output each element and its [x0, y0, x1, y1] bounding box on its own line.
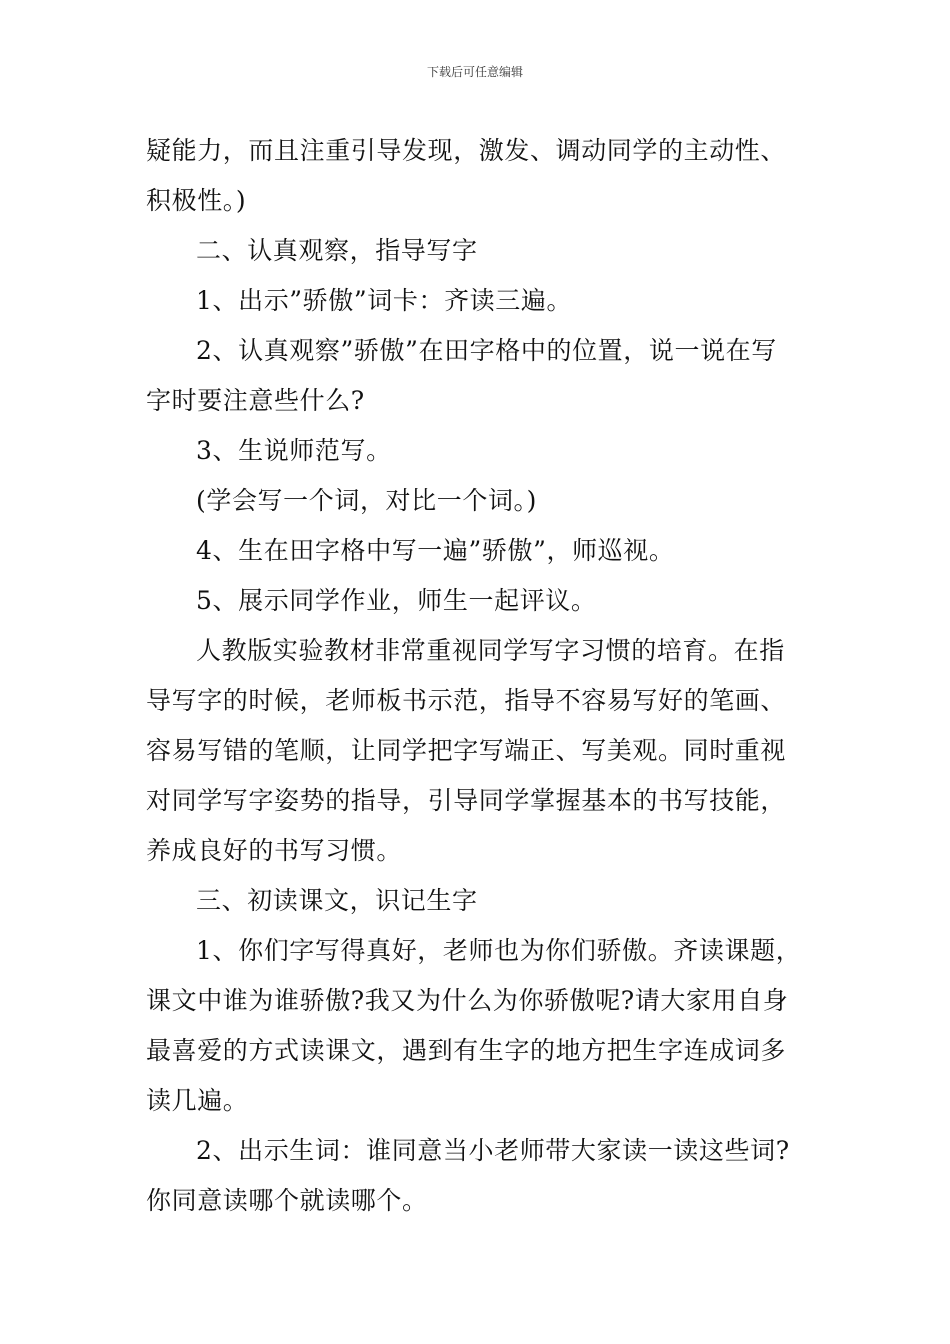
text-line: (学会写一个词，对比一个词。)	[196, 486, 538, 515]
text-line: 读几遍。	[146, 1086, 249, 1115]
text-line: 疑能力，而且注重引导发现，激发、调动同学的主动性、	[146, 136, 787, 165]
text-line: 容易写错的笔顺，让同学把字写端正、写美观。同时重视	[146, 736, 787, 765]
text-line: 4、生在田字格中写一遍”骄傲”，师巡视。	[196, 536, 675, 565]
text-line: 人教版实验教材非常重视同学写字习惯的培育。在指	[196, 636, 785, 665]
text-line: 导写字的时候，老师板书示范，指导不容易写好的笔画、	[146, 686, 787, 715]
text-line: 1、出示”骄傲”词卡：齐读三遍。	[196, 286, 573, 315]
document-body	[146, 126, 810, 1226]
text-line: 课文中谁为谁骄傲?我又为什么为你骄傲呢?请大家用自身	[146, 986, 789, 1015]
text-line: 积极性。)	[146, 186, 247, 215]
page-header: 下载后可任意编辑	[426, 65, 523, 79]
text-line: 2、出示生词：谁同意当小老师带大家读一读这些词?	[196, 1136, 790, 1165]
text-line: 字时要注意些什么?	[146, 386, 365, 415]
text-line: 3、生说师范写。	[196, 436, 392, 465]
section-heading: 三、初读课文，识记生字	[196, 886, 478, 915]
text-line: 养成良好的书写习惯。	[146, 836, 403, 865]
text-line: 最喜爱的方式读课文，遇到有生字的地方把生字连成词多	[146, 1036, 787, 1065]
text-line: 2、认真观察”骄傲”在田字格中的位置，说一说在写	[196, 336, 777, 365]
text-line: 5、展示同学作业，师生一起评议。	[196, 586, 597, 615]
section-heading: 二、认真观察，指导写字	[196, 236, 478, 265]
text-line: 对同学写字姿势的指导，引导同学掌握基本的书写技能，	[146, 786, 787, 815]
text-line: 你同意读哪个就读哪个。	[146, 1186, 428, 1215]
text-line: 1、你们字写得真好，老师也为你们骄傲。齐读课题，	[196, 936, 802, 965]
